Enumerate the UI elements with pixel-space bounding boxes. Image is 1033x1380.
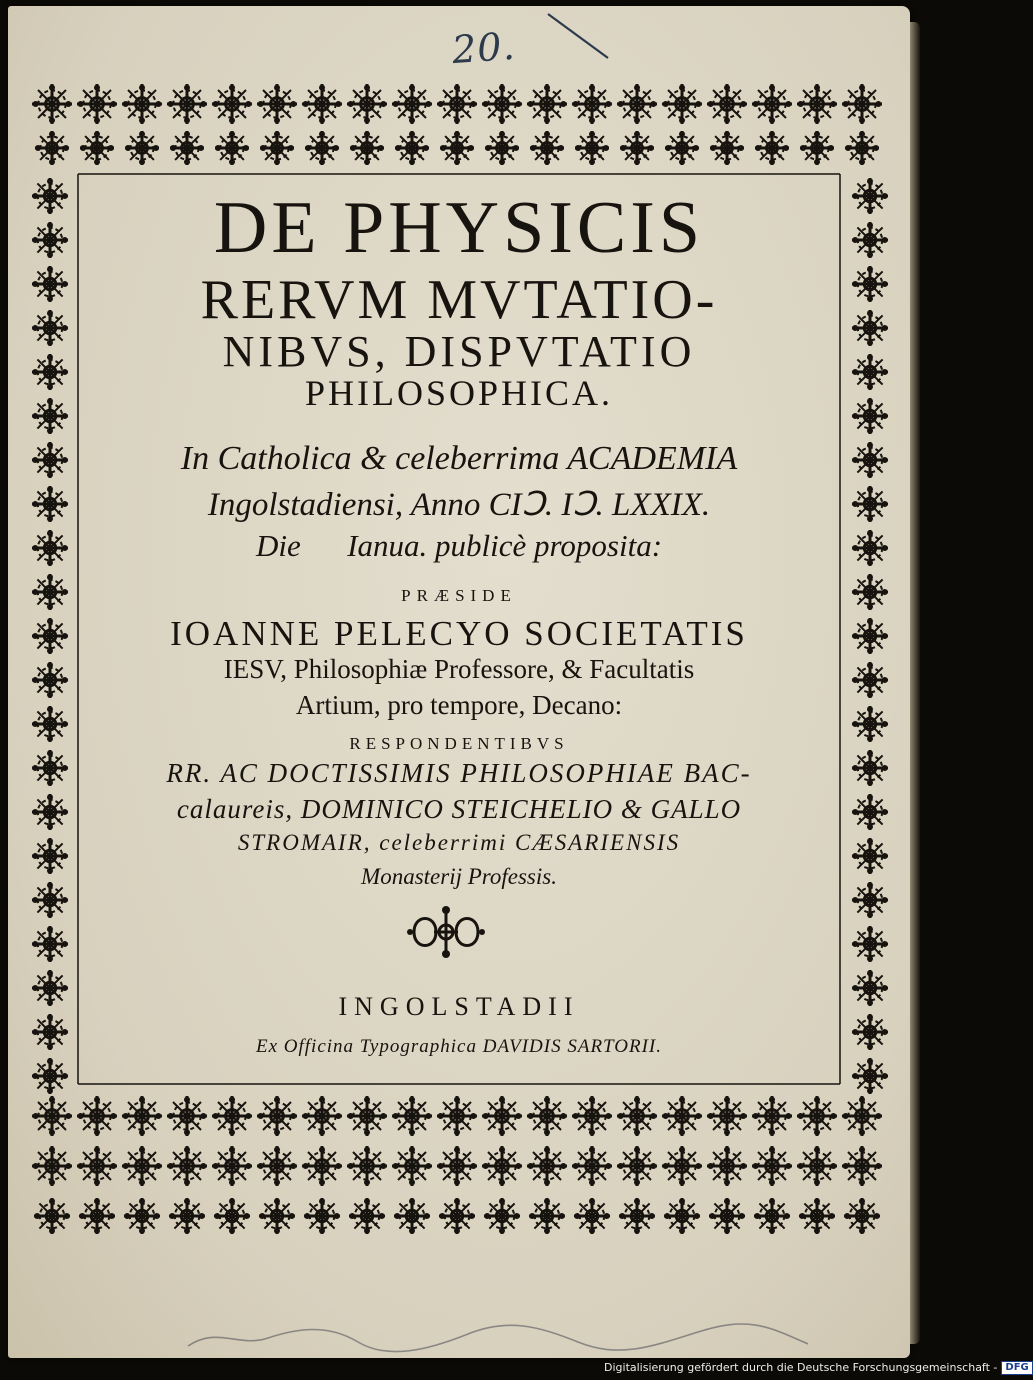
fleuron-ornament-icon bbox=[406, 904, 486, 960]
respondents-line-4: Monasterij Professis. bbox=[361, 864, 557, 889]
respondents-line-1: RR. AC DOCTISSIMIS PHILOSOPHIAE BAC- bbox=[166, 758, 752, 788]
border-tile bbox=[302, 84, 342, 124]
border-tile bbox=[619, 1198, 655, 1234]
border-tile bbox=[32, 926, 68, 962]
border-tile bbox=[392, 1096, 432, 1136]
border-tile bbox=[395, 131, 429, 165]
border-tile bbox=[529, 1198, 565, 1234]
border-tile bbox=[797, 1096, 837, 1136]
border-tile bbox=[79, 1198, 115, 1234]
border-tile bbox=[572, 1096, 612, 1136]
border-tile bbox=[662, 1096, 702, 1136]
border-tile bbox=[80, 131, 114, 165]
border-tile bbox=[617, 1096, 657, 1136]
border-tile bbox=[437, 84, 477, 124]
footer-credit bbox=[604, 1360, 1033, 1376]
border-tile bbox=[77, 84, 117, 124]
border-tile bbox=[842, 1146, 882, 1186]
praeses-line-1: IOANNE PELECYO SOCIETATIS bbox=[170, 614, 748, 653]
border-tile bbox=[530, 131, 564, 165]
border-tile bbox=[755, 131, 789, 165]
respondents-line-3: STROMAIR, celeberrimi CÆSARIENSIS bbox=[237, 830, 681, 855]
imprint-printer: Ex Officina Typographica DAVIDIS SARTORII. bbox=[255, 1036, 663, 1057]
border-tile bbox=[617, 84, 657, 124]
border-tile bbox=[482, 1096, 522, 1136]
border-tile bbox=[664, 1198, 700, 1234]
occasion-line-3: Die Ianua. publicè proposita: bbox=[255, 528, 663, 563]
page-edge bbox=[910, 22, 920, 1344]
border-tile bbox=[125, 131, 159, 165]
handwritten-number: 20. bbox=[450, 23, 517, 73]
border-tile bbox=[392, 84, 432, 124]
title-line-2: RERVM MVTATIO- bbox=[200, 269, 718, 331]
border-tile bbox=[754, 1198, 790, 1234]
border-tile bbox=[707, 1146, 747, 1186]
border-tile bbox=[77, 1146, 117, 1186]
border-tile bbox=[709, 1198, 745, 1234]
border-tile bbox=[302, 1146, 342, 1186]
border-tile bbox=[797, 84, 837, 124]
occasion-line-1: In Catholica & celeberrima ACADEMIA bbox=[180, 440, 738, 477]
border-tile bbox=[34, 1198, 70, 1234]
border-tile bbox=[799, 1198, 835, 1234]
border-tile bbox=[214, 1198, 250, 1234]
handwritten-scrawl bbox=[178, 1316, 818, 1356]
border-tile bbox=[257, 1146, 297, 1186]
respondentibus-label: RESPONDENTIBVS bbox=[349, 734, 569, 753]
border-tile bbox=[212, 84, 252, 124]
border-tile bbox=[257, 1096, 297, 1136]
title-line-4: PHILOSOPHICA. bbox=[304, 373, 614, 413]
border-tile bbox=[482, 84, 522, 124]
praeses-line-2: IESV, Philosophiæ Professore, & Facultatis bbox=[223, 654, 695, 684]
title-page bbox=[8, 6, 910, 1358]
border-tile bbox=[752, 1146, 792, 1186]
border-tile bbox=[350, 131, 384, 165]
border-tile bbox=[305, 131, 339, 165]
border-tile bbox=[347, 84, 387, 124]
border-tile bbox=[439, 1198, 475, 1234]
border-tile bbox=[845, 131, 879, 165]
border-tile bbox=[260, 131, 294, 165]
respondents-line-2: calaureis, DOMINICO STEICHELIO & GALLO bbox=[176, 794, 742, 824]
border-tile bbox=[662, 1146, 702, 1186]
border-tile bbox=[32, 84, 72, 124]
border-tile bbox=[800, 131, 834, 165]
border-tile bbox=[32, 1096, 72, 1136]
border-tile bbox=[482, 1146, 522, 1186]
border-tile bbox=[710, 131, 744, 165]
border-tile bbox=[394, 1198, 430, 1234]
border-tile bbox=[572, 84, 612, 124]
border-tile bbox=[167, 84, 207, 124]
imprint-place: INGOLSTADII bbox=[338, 992, 580, 1021]
border-tile bbox=[347, 1096, 387, 1136]
border-tile bbox=[169, 1198, 205, 1234]
border-tile bbox=[527, 84, 567, 124]
border-tile bbox=[347, 1146, 387, 1186]
border-tile bbox=[259, 1198, 295, 1234]
border-tile bbox=[484, 1198, 520, 1234]
border-tile bbox=[215, 131, 249, 165]
praeses-line-3: Artium, pro tempore, Decano: bbox=[295, 690, 623, 720]
border-tile bbox=[77, 1096, 117, 1136]
border-tile bbox=[32, 1146, 72, 1186]
border-tile bbox=[662, 84, 702, 124]
border-tile bbox=[707, 1096, 747, 1136]
border-tile bbox=[842, 84, 882, 124]
border-tile bbox=[797, 1146, 837, 1186]
border-tile bbox=[665, 131, 699, 165]
border-tile bbox=[122, 1096, 162, 1136]
border-tile bbox=[122, 1146, 162, 1186]
footer-credit-text: Digitalisierung gefördert durch die Deutsche Forschungsgemeinschaft - bbox=[604, 1361, 998, 1374]
border-tile bbox=[437, 1096, 477, 1136]
border-tile bbox=[349, 1198, 385, 1234]
border-tile bbox=[572, 1146, 612, 1186]
border-tile bbox=[574, 1198, 610, 1234]
border-tile bbox=[122, 84, 162, 124]
border-tile bbox=[440, 131, 474, 165]
border-tile bbox=[620, 131, 654, 165]
border-tile bbox=[852, 1058, 888, 1094]
border-tile bbox=[35, 131, 69, 165]
border-tile bbox=[392, 1146, 432, 1186]
border-tile bbox=[124, 1198, 160, 1234]
border-tile bbox=[842, 1096, 882, 1136]
border-tile bbox=[707, 84, 747, 124]
border-tile bbox=[485, 131, 519, 165]
border-tile bbox=[170, 131, 204, 165]
border-tile bbox=[257, 84, 297, 124]
border-tile bbox=[752, 84, 792, 124]
border-tile bbox=[617, 1146, 657, 1186]
border-tile bbox=[212, 1096, 252, 1136]
praeside-label: PRÆSIDE bbox=[401, 586, 517, 605]
border-tile bbox=[437, 1146, 477, 1186]
border-tile bbox=[302, 1096, 342, 1136]
border-tile bbox=[212, 1146, 252, 1186]
dfg-logo-icon: DFG bbox=[1001, 1361, 1032, 1375]
occasion-line-2: Ingolstadiensi, Anno CIↃ. IↃ. LXXIX. bbox=[207, 487, 711, 523]
border-tile bbox=[844, 1198, 880, 1234]
border-tile bbox=[527, 1096, 567, 1136]
title-line-1: DE PHYSICIS bbox=[213, 187, 705, 269]
border-tile bbox=[32, 1058, 68, 1094]
title-line-3: NIBVS, DISPVTATIO bbox=[222, 327, 696, 376]
border-tile bbox=[575, 131, 609, 165]
border-tile bbox=[167, 1146, 207, 1186]
border-tile bbox=[752, 1096, 792, 1136]
border-tile bbox=[167, 1096, 207, 1136]
border-tile bbox=[527, 1146, 567, 1186]
border-tile bbox=[304, 1198, 340, 1234]
border-tile bbox=[852, 926, 888, 962]
